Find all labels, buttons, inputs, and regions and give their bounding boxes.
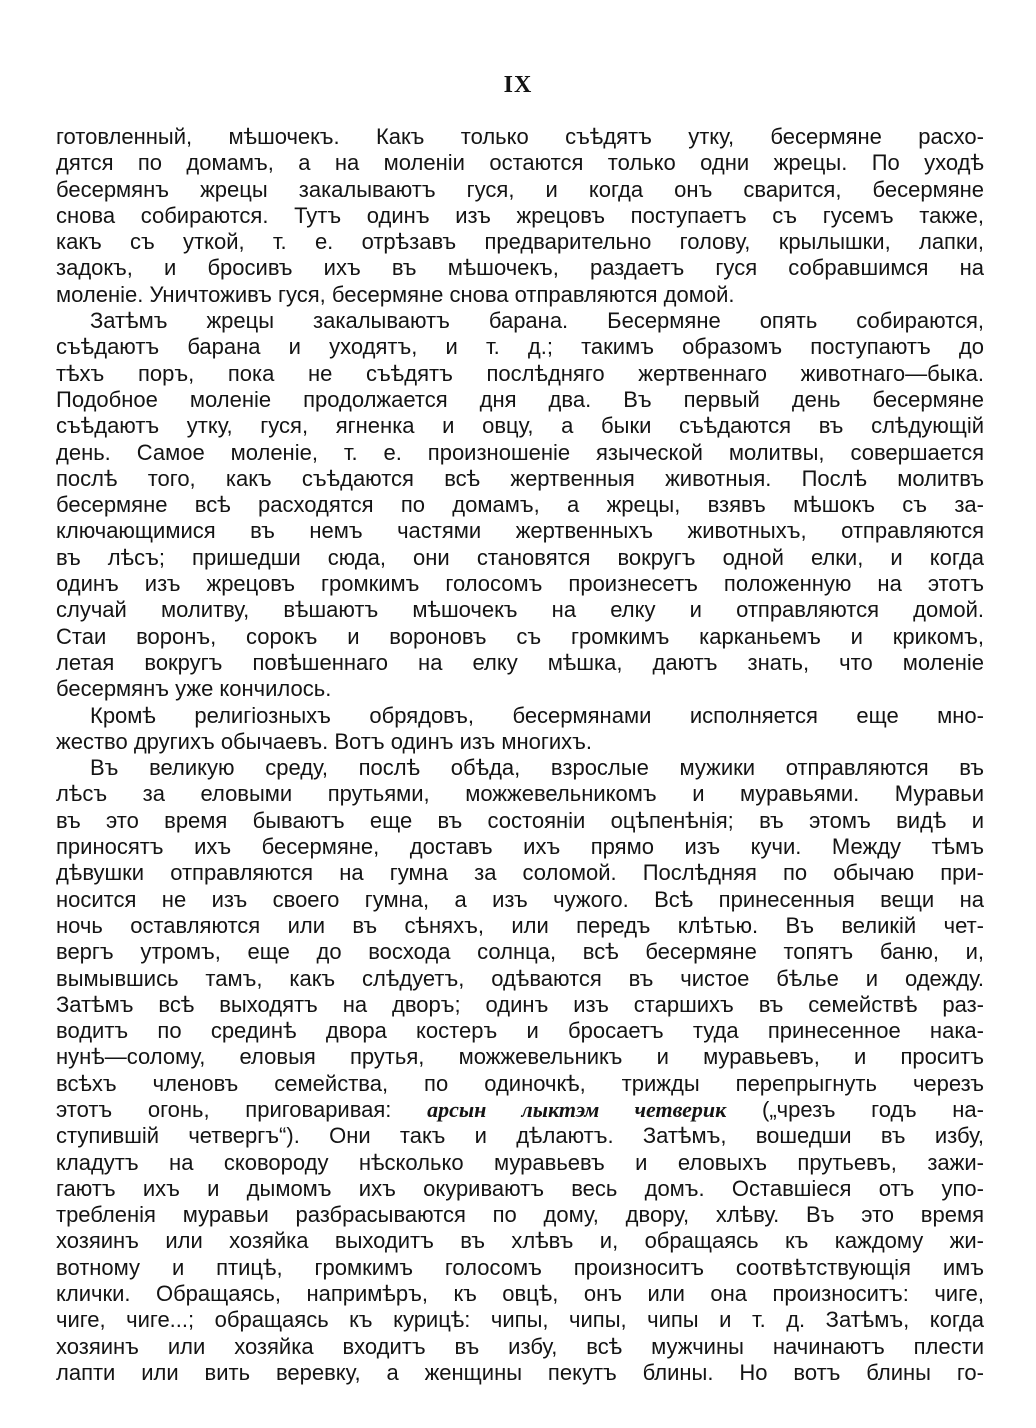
text-line: какъ съ уткой, т. е. отрѣзавъ предварительно голову, крылышки, лапки, [56,229,984,255]
text-line: день. Самое моленіе, т. е. произношеніе языческой молитвы, совершается [56,439,984,465]
text-line: нунѣ—солому, еловыя прутья, можжевельникъ и муравьевъ, и проситъ [56,1044,984,1070]
text-line: всѣхъ членовъ семейства, по одиночкѣ, трижды перепрыгнуть черезъ [56,1070,984,1096]
text-line: ключающимися въ немъ частями жертвенныхъ животныхъ, отправляются [56,518,984,544]
line-text-after-italic: („чрезъ годъ на- [726,1096,984,1122]
text-line: моленіе. Уничтоживъ гуся, бесермяне снова отправляются домой. [56,281,735,307]
text-line: вергъ утромъ, еще до восхода солнца, всѣ бесермяне топятъ баню, и, [56,939,984,965]
text-line: бесермяне всѣ расходятся по домамъ, а жрецы, взявъ мѣшокъ съ за- [56,492,984,518]
text-line: бесермянъ жрецы закалываютъ гуся, и когда онъ сварится, бесермяне [56,176,984,202]
text-line: носится не изъ своего гумна, а изъ чужого. Всѣ принесенныя вещи на [56,886,984,912]
text-line: гаютъ ихъ и дымомъ ихъ окуриваютъ весь домъ. Оставшіеся отъ упо- [56,1175,984,1201]
paragraph-start-line: Кромѣ религіозныхъ обрядовъ, бесермянами исполняется еще мно- [90,702,984,728]
text-line: водитъ по срединѣ двора костеръ и бросаетъ туда принесенное нака- [56,1018,984,1044]
italic-phrase: арсын лыктэм четверик [427,1096,727,1122]
text-line: чиге, чиге...; обращаясь къ курицѣ: чипы, чипы, чипы и т. д. Затѣмъ, когда [56,1307,984,1333]
text-line: снова собираются. Тутъ одинъ изъ жрецовъ поступаетъ съ гусемъ также, [56,202,984,228]
paragraph-start-line: Затѣмъ жрецы закалываютъ барана. Бесермяне опять собираются, [90,308,984,334]
text-line: дятся по домамъ, а на моленіи остаются только одни жрецы. По уходѣ [56,150,984,176]
text-line: дѣвушки отправляются на гумна за соломой. Послѣдняя по обычаю при- [56,860,984,886]
text-line: хозяинъ или хозяйка входитъ въ избу, всѣ мужчины начинаютъ плести [56,1333,984,1359]
text-line: тѣхъ поръ, пока не съѣдятъ послѣдняго жертвеннаго животнаго—быка. [56,360,984,386]
text-line: въ это время бываютъ еще въ состояніи оцѣпенѣнія; въ этомъ видѣ и [56,807,984,833]
text-line: Подобное моленіе продолжается дня два. Въ первый день бесермяне [56,386,984,412]
text-line: Стаи воронъ, сорокъ и вороновъ съ громкимъ карканьемъ и крикомъ, [56,623,984,649]
text-line: хозяинъ или хозяйка выходитъ въ хлѣвъ и, обращаясь къ каждому жи- [56,1228,984,1254]
text-line: готовленный, мѣшочекъ. Какъ только съѣдятъ утку, бесермяне расхо- [56,124,984,149]
text-line: вотному и птицѣ, громкимъ голосомъ произноситъ соотвѣтствующія имъ [56,1254,984,1280]
paragraph-start-line: Въ великую среду, послѣ обѣда, взрослые мужики отправляются въ [90,755,984,781]
text-line: вымывшись тамъ, какъ слѣдуетъ, одѣваются въ чистое бѣлье и одежду. [56,965,984,991]
text-line: съѣдаютъ утку, гуся, ягненка и овцу, а быки съѣдаются въ слѣдующій [56,413,984,439]
text-line: лѣсъ за еловыми прутьями, можжевельникомъ и муравьями. Муравьи [56,781,984,807]
text-line: задокъ, и бросивъ ихъ въ мѣшочекъ, раздаетъ гуся собравшимся на [56,255,984,281]
text-line: жество другихъ обычаевъ. Вотъ одинъ изъ многихъ. [56,728,593,754]
text-line: ступившій четвергъ“). Они такъ и дѣлаютъ. Затѣмъ, вошедши въ избу, [56,1123,984,1149]
text-line-with-italic [56,1097,984,1123]
text-line: случай молитву, вѣшаютъ мѣшочекъ на елку и отправляются домой. [56,597,984,623]
text-line: Затѣмъ всѣ выходятъ на дворъ; одинъ изъ старшихъ въ семействѣ раз- [56,991,984,1017]
text-line: кладутъ на сковороду нѣсколько муравьевъ и еловыхъ прутьевъ, зажи- [56,1149,984,1175]
text-line: клички. Обращаясь, напримѣръ, къ овцѣ, онъ или она произноситъ: чиге, [56,1281,984,1307]
text-line: въ лѣсъ; пришедши сюда, они становятся вокругъ одной елки, и когда [56,544,984,570]
text-line: одинъ изъ жрецовъ громкимъ голосомъ произнесетъ положенную на этотъ [56,571,984,597]
text-line: лапти или вить веревку, а женщины пекутъ блины. Но вотъ блины го- [56,1359,984,1385]
text-line: ночь оставляются или въ сѣняхъ, или передъ клѣтью. Въ великій чет- [56,912,984,938]
text-line: бесермянъ уже кончилось. [56,676,332,702]
text-line: приносятъ ихъ бесермяне, доставъ ихъ прямо изъ кучи. Между тѣмъ [56,834,984,860]
body-text [56,124,984,1386]
page-number: IX [503,72,533,98]
text-line: послѣ того, какъ съѣдаются всѣ жертвенныя животныя. Послѣ молитвъ [56,465,984,491]
text-line: требленія муравьи разбрасываются по дому, двору, хлѣву. Въ это время [56,1202,984,1228]
text-line: летая вокругъ повѣшеннаго на елку мѣшка, даютъ знать, что моленіе [56,649,984,675]
line-text-before-italic: этотъ огонь, приговаривая: [56,1096,428,1122]
text-line: съѣдаютъ барана и уходятъ, и т. д.; такимъ образомъ поступаютъ до [56,334,984,360]
